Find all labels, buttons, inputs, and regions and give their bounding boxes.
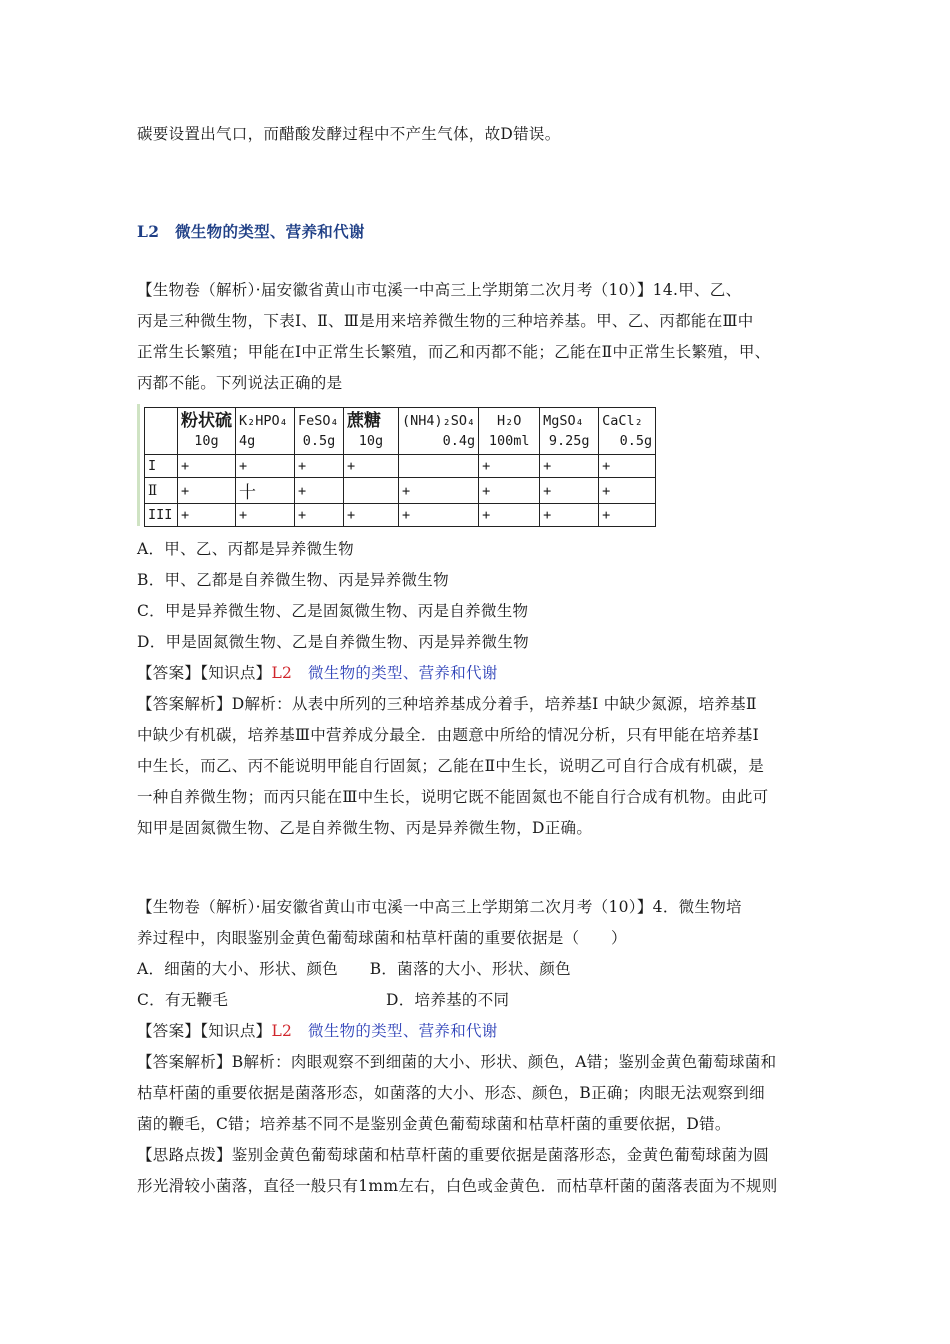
hint-line: 形光滑较小菌落，直径一般只有1mm左右，白色或金黄色．而枯草杆菌的菌落表面为不规则	[137, 1177, 778, 1195]
table-header-cell	[295, 408, 344, 455]
table-cell: +	[479, 504, 540, 527]
table-cell: +	[344, 504, 399, 527]
table-header-cell	[540, 408, 599, 455]
table-cell: +	[399, 478, 479, 504]
table-cell: +	[295, 478, 344, 504]
header-name: MgSO₄	[543, 413, 584, 429]
explanation-line: 枯草杆菌的重要依据是菌落形态，如菌落的大小、形态、颜色，B正确；肉眼无法观察到细	[137, 1084, 765, 1102]
table-header-cell	[479, 408, 540, 455]
table-cell: +	[599, 504, 656, 527]
table-row	[145, 504, 656, 527]
table-row	[145, 478, 656, 504]
table-cell: +	[399, 504, 479, 527]
table-header-row	[145, 408, 656, 455]
header-name: H₂O	[496, 413, 522, 429]
question1-line: 正常生长繁殖；甲能在Ⅰ中正常生长繁殖，而乙和丙都不能；乙能在Ⅱ中正常生长繁殖，甲、	[137, 343, 771, 361]
table-cell: +	[178, 478, 236, 504]
table-header-cell	[236, 408, 295, 455]
explanation-line: 一种自养微生物；而丙只能在Ⅲ中生长，说明它既不能固氮也不能自行合成有机物。由此可	[137, 788, 769, 806]
header-amount: 0.5g	[619, 433, 653, 449]
table-cell: +	[479, 478, 540, 504]
hint-line: 【思路点拨】鉴别金黄色葡萄球菌和枯草杆菌的重要依据是菌落形态，金黄色葡萄球菌为圆	[137, 1146, 770, 1164]
question1-line: 丙都不能。下列说法正确的是	[137, 374, 343, 392]
answer-knowledge-line	[137, 1020, 817, 1042]
question1-line: 【生物卷（解析）·届安徽省黄山市屯溪一中高三上学期第二次月考（10）】14.甲、乙、	[137, 281, 742, 299]
knowledge-code: L2	[271, 1022, 293, 1040]
paragraph-line: 碳要设置出气口，而醋酸发酵过程中不产生气体，故D错误。	[137, 125, 561, 143]
header-amount: 100ml	[488, 433, 530, 449]
table-corner-cell	[145, 408, 178, 455]
header-name: (NH4)₂SO₄	[402, 413, 476, 429]
header-amount: 4g	[239, 433, 256, 449]
table-cell: +	[178, 504, 236, 527]
explanation-line: 【答案解析】B解析：肉眼观察不到细菌的大小、形状、颜色，A错；鉴别金黄色葡萄球菌和	[137, 1053, 777, 1071]
table-cell: +	[479, 455, 540, 478]
table-cell: +	[236, 504, 295, 527]
answer-label: 【答案】【知识点】	[137, 664, 272, 682]
question2-line: 养过程中，肉眼鉴别金黄色葡萄球菌和枯草杆菌的重要依据是（ ）	[137, 929, 627, 947]
option-b: B．甲、乙都是自养微生物、丙是异养微生物	[137, 571, 449, 589]
explanation-line: 中缺少有机碳，培养基Ⅲ中营养成分最全．由题意中所给的情况分析，只有甲能在培养基Ⅰ	[137, 726, 760, 744]
explanation-line: 菌的鞭毛，C错；培养基不同不是鉴别金黄色葡萄球菌和枯草杆菌的重要依据，D错。	[137, 1115, 731, 1133]
header-amount: 9.25g	[548, 433, 590, 449]
table-header-cell	[178, 408, 236, 455]
table-cell: +	[540, 478, 599, 504]
explanation-line: 中生长，而乙、丙不能说明甲能自行固氮；乙能在Ⅱ中生长，说明乙可自行合成有机碳，是	[137, 757, 765, 775]
option-d: D．甲是固氮微生物、乙是自养微生物、丙是异养微生物	[137, 633, 529, 651]
table-cell: +	[236, 455, 295, 478]
header-name: CaCl₂	[602, 413, 643, 429]
answer-knowledge-line	[137, 662, 817, 684]
table-cell: +	[540, 504, 599, 527]
knowledge-name: 微生物的类型、营养和代谢	[292, 1022, 498, 1040]
table-cell: +	[599, 478, 656, 504]
table-cell: +	[295, 455, 344, 478]
table-cell: +	[540, 455, 599, 478]
explanation-line: 知甲是固氮微生物、乙是自养微生物、丙是异养微生物，D正确。	[137, 819, 593, 837]
option-d: D．培养基的不同	[386, 991, 510, 1009]
option-a: A．甲、乙、丙都是异养微生物	[137, 540, 354, 558]
question2-line: 【生物卷（解析）·届安徽省黄山市屯溪一中高三上学期第二次月考（10）】4．微生物培	[137, 898, 742, 916]
table-cell: +	[178, 455, 236, 478]
table-cell: +	[295, 504, 344, 527]
header-name: 粉状硫	[181, 411, 232, 431]
option-c: C．甲是异养微生物、乙是固氮微生物、丙是自养微生物	[137, 602, 529, 620]
knowledge-name: 微生物的类型、营养和代谢	[292, 664, 498, 682]
table-header-cell	[344, 408, 399, 455]
header-amount: 10g	[194, 433, 219, 449]
header-amount: 10g	[358, 433, 384, 449]
table-cell: +	[344, 455, 399, 478]
row-label: III	[145, 504, 178, 527]
header-amount: 0.5g	[302, 433, 336, 449]
header-name: K₂HPO₄	[239, 413, 288, 429]
explanation-line: 【答案解析】D解析：从表中所列的三种培养基成分着手，培养基Ⅰ 中缺少氮源，培养基Ⅱ	[137, 695, 757, 713]
section-heading: L2 微生物的类型、营养和代谢	[137, 222, 365, 241]
question1-line: 丙是三种微生物，下表Ⅰ、Ⅱ、Ⅲ是用来培养微生物的三种培养基。甲、乙、丙都能在Ⅲ中	[137, 312, 754, 330]
table-cell: +	[599, 455, 656, 478]
table-side-bar	[137, 404, 140, 526]
header-name: 蔗糖	[347, 411, 381, 431]
knowledge-code: L2	[271, 664, 293, 682]
table-header-cell	[599, 408, 656, 455]
table-cell	[344, 478, 399, 504]
table-row	[145, 455, 656, 478]
table-cell	[399, 455, 479, 478]
option-c-line	[137, 989, 817, 1011]
answer-label: 【答案】【知识点】	[137, 1022, 272, 1040]
table-cell: 十	[236, 478, 295, 504]
option-c: C．有无鞭毛	[137, 991, 229, 1009]
option-ab: A．细菌的大小、形状、颜色 B．菌落的大小、形状、颜色	[137, 960, 571, 978]
row-label: Ⅱ	[145, 478, 178, 504]
header-name: FeSO₄	[298, 413, 339, 429]
header-amount: 0.4g	[442, 433, 476, 449]
culture-medium-table	[144, 407, 656, 527]
table-header-cell	[399, 408, 479, 455]
row-label: I	[145, 455, 178, 478]
